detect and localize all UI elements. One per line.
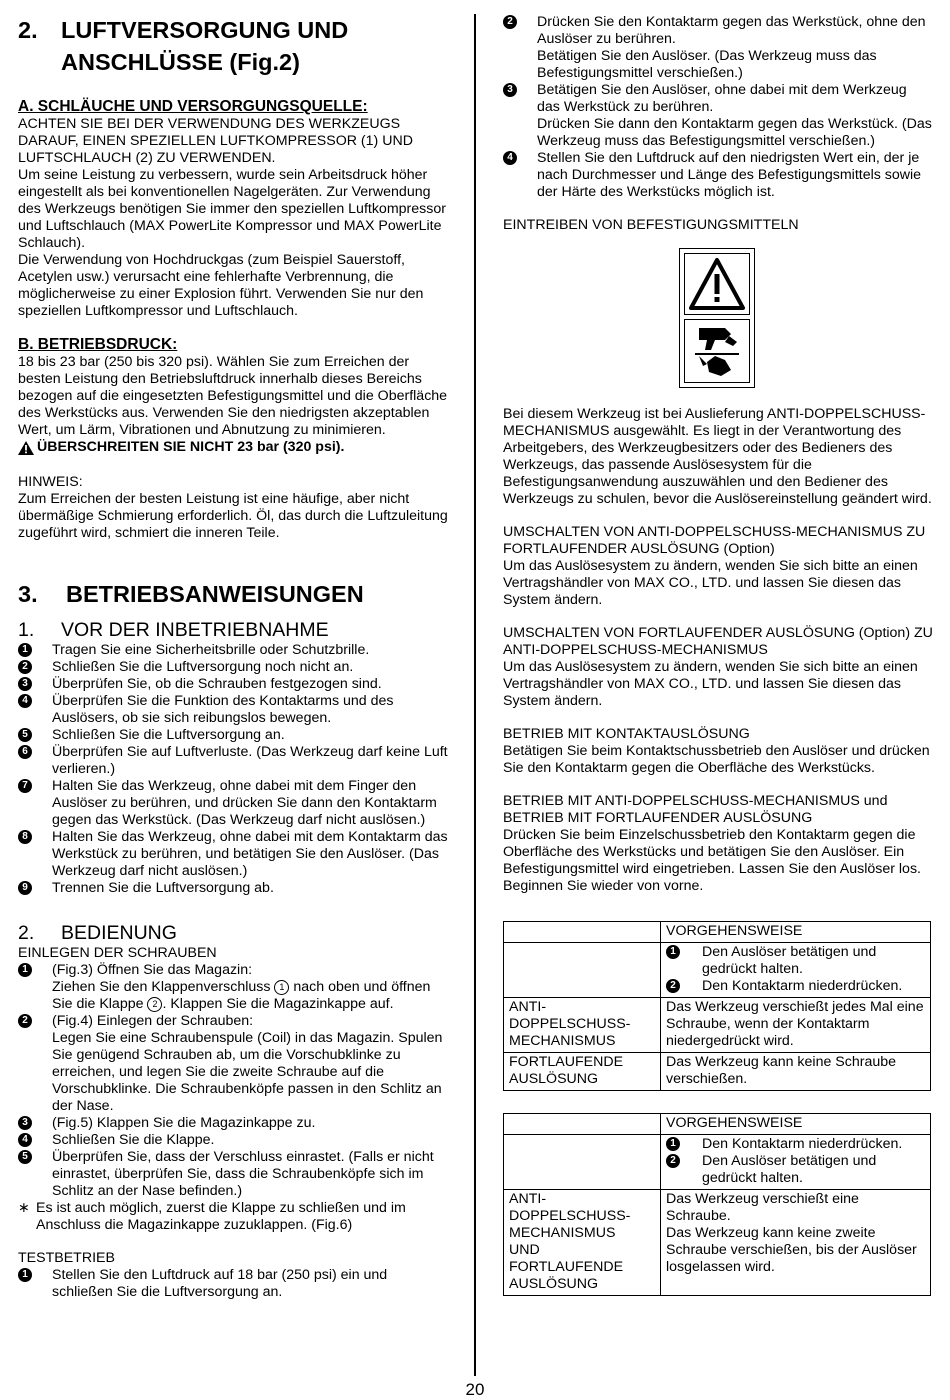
test-run-steps [18,1267,450,1301]
before-use-steps [18,642,450,897]
step-text: Den Auslöser betätigen und gedrückt halten. [702,944,877,977]
nailer-tool-icon [684,319,750,383]
list-item [18,962,450,1013]
list-item [503,150,933,201]
step-text: Überprüfen Sie, ob die Schrauben festgezogen sind. [52,676,382,692]
step-number-badge: 3 [18,1116,32,1130]
test-run-steps-continued [503,14,933,201]
step-text: Trennen Sie die Luftversorgung ab. [52,880,274,896]
step-number-badge: 4 [18,1133,32,1147]
step-number-badge: 6 [18,745,32,759]
step-number-badge: 3 [18,677,32,691]
test-run-title: TESTBETRIEB [18,1250,115,1266]
paragraph-a3: Die Verwendung von Hochdruckgas (zum Beispiel Sauerstoff, Acetylen usw.) verursacht eine fehlerhafte Verbrennung, die möglicherweise zu einer Explosion führt. Verwenden Sie nur den speziellen Luftkompressor und Luftschlauch. [18,252,424,319]
step-text: Tragen Sie eine Sicherheitsbrille oder Schutzbrille. [52,642,370,658]
switch1-title: UMSCHALTEN VON ANTI-DOPPELSCHUSS-MECHANISMUS ZU FORTLAUFENDER AUSLÖSUNG (Option) [503,524,926,557]
list-item [18,1149,450,1200]
step-number-badge: 5 [18,728,32,742]
step-number-badge: 2 [666,979,680,993]
note-label: HINWEIS: [18,474,83,490]
subsection-3-2-heading [18,921,450,945]
step-text: Halten Sie das Werkzeug, ohne dabei mit dem Kontaktarm das Werkstück zu berühren, und betätigen Sie den Auslöser. (Das Werkzeug darf nicht auslösen.) [52,829,448,879]
step-text: Schließen Sie die Luftversorgung noch nicht an. [52,659,354,675]
note-text: Zum Erreichen der besten Leistung ist eine häufige, aber nicht übermäßige Schmierung erforderlich. Öl, das durch die Luftzuleitung zugeführt wird, schmiert die inneren Teile. [18,491,448,541]
step-text: Den Kontaktarm niederdrücken. [702,978,903,994]
callout-marker: 1 [274,980,289,995]
table-cell [504,943,661,998]
switch2-title: UMSCHALTEN VON FORTLAUFENDER AUSLÖSUNG (Option) ZU ANTI-DOPPELSCHUSS-MECHANISMUS [503,625,933,658]
step-text: Den Auslöser betätigen und gedrückt halten. [702,1153,877,1186]
list-item [18,1013,450,1115]
driving-title: EINTREIBEN VON BEFESTIGUNGSMITTELN [503,217,799,233]
table-cell [504,1114,661,1135]
section-number: 2. [18,17,38,43]
table-row [504,998,931,1053]
warning-icon [684,253,750,315]
callout-marker: 2 [147,997,162,1012]
table-cell: Das Werkzeug kann keine Schraube verschießen. [661,1053,931,1091]
step-number-badge: 5 [18,1150,32,1164]
switch1-text: Um das Auslösesystem zu ändern, wenden Sie sich bitte an einen Vertragshändler von MAX CO., LTD. und lassen Sie diesen das System ändern. [503,558,918,608]
step-number-badge: 3 [503,83,517,97]
step-text: Den Kontaktarm niederdrücken. [702,1136,903,1152]
list-item [18,693,450,727]
loading-title: EINLEGEN DER SCHRAUBEN [18,945,217,961]
paragraph-a1: ACHTEN SIE BEI DER VERWENDUNG DES WERKZEUGS DARAUF, EINEN SPEZIELLEN LUFTKOMPRESSOR (1) UND LUFTSCHLAUCH (2) ZU VERWENDEN. [18,116,413,166]
table-cell [661,943,931,998]
table-header: VORGEHENSWEISE [661,1114,931,1135]
list-item [18,1200,450,1234]
step-text: Ziehen Sie den Klappenverschluss [52,979,271,995]
step-text: nach oben und öffnen Sie die Klappe [52,979,431,1012]
list-item [18,1267,450,1301]
section-title: BETRIEBSANWEISUNGEN [66,581,364,607]
table-cell [504,1135,661,1190]
section-3-heading [18,578,450,610]
subsection-a-title: A. SCHLÄUCHE UND VERSORGUNGSQUELLE: [18,98,368,115]
warning-text: ÜBERSCHREITEN SIE NICHT 23 bar (320 psi). [37,439,345,455]
paragraph-a2: Um seine Leistung zu verbessern, wurde sein Arbeitsdruck höher eingestellt als bei konventionellen Nagelgeräten. Zur Verwendung des Werkzeugs benötigen Sie immer den speziellen Luftkompressor und Luftschlauch (MAX PowerLite Kompressor und MAX PowerLite Schlauch). [18,167,446,251]
list-item [18,778,450,829]
step-number-badge: 4 [503,151,517,165]
table-row-label: ANTI- DOPPELSCHUSS- MECHANISMUS UND FORTLAUFENDE AUSLÖSUNG [504,1190,661,1296]
switch2-text: Um das Auslösesystem zu ändern, wenden Sie sich bitte an einen Vertragshändler von MAX CO., LTD. und lassen Sie diesen das System ändern. [503,659,918,709]
step-number-badge: 8 [18,830,32,844]
list-item [18,744,450,778]
step-text: Drücken Sie den Kontaktarm gegen das Werkstück, ohne den Auslöser zu berühren. Betätigen Sie den Auslöser. (Das Werkzeug muss das Befestigungsmittel verschießen.) [537,14,926,81]
step-text: Stellen Sie den Luftdruck auf den niedrigsten Wert ein, der je nach Durchmesser und Länge des Befestigungsmittels sowie der Härte des Werkstücks möglich ist. [537,150,922,200]
list-item [18,642,450,659]
contact-trip-title: BETRIEB MIT KONTAKTAUSLÖSUNG [503,726,750,742]
subsection-number: 1. [18,619,35,641]
section-number: 3. [18,581,38,607]
procedure-table-2 [503,1113,931,1296]
section-title-line-1: LUFTVERSORGUNG UND [61,17,349,43]
table-cell [661,1135,931,1190]
subsection-title: BEDIENUNG [61,922,177,944]
step-text: (Fig.5) Klappen Sie die Magazinkappe zu. [52,1115,316,1131]
page-number: 20 [465,1380,485,1399]
step-number-badge: 2 [18,660,32,674]
left-column [18,14,450,1301]
column-divider [474,14,476,1376]
step-number-badge: 4 [18,694,32,708]
delivery-paragraph: Bei diesem Werkzeug ist bei Auslieferung ANTI-DOPPELSCHUSS-MECHANISMUS ausgewählt. Es liegt in der Verantwortung des Arbeitgebers, des Werkzeugbesitzers oder des Bedieners des Werkzeugs, das passende Auslösesystem für die Befestigungsanwendung auszuwählen und den Bediener des Werkzeugs zu schulen, bevor die Auslösereinstellung geändert wird. [503,406,932,507]
section-title-line-2: ANSCHLÜSSE (Fig.2) [61,49,300,75]
step-text: Halten Sie das Werkzeug, ohne dabei mit dem Finger den Auslöser zu berühren, und drücken Sie dann den Kontaktarm gegen das Werkstück. (Das Werkzeug darf nicht auslösen.) [52,778,437,828]
step-number-badge: 1 [666,945,680,959]
step-number-badge: 1 [18,963,32,977]
subsection-b-title: B. BETRIEBSDRUCK: [18,336,178,353]
table-row [504,1190,931,1296]
list-item [18,1115,450,1132]
table-row [504,943,931,998]
step-text: Schließen Sie die Luftversorgung an. [52,727,285,743]
list-item [503,14,933,82]
step-number-badge: 9 [18,881,32,895]
table-row [504,1114,931,1135]
step-number-badge: 1 [18,1268,32,1282]
table-row [504,1053,931,1091]
step-text: Überprüfen Sie, dass der Verschluss einrastet. (Falls er nicht einrastet, überprüfen Sie, dass die Schraubenköpfe sich im Schlitz an der Nase befinden.) [52,1149,434,1199]
step-text: Betätigen Sie den Auslöser, ohne dabei mit dem Werkzeug das Werkstück zu berühren. Drücken Sie dann den Kontaktarm gegen das Werkstück. (Das Werkzeug muss das Befestigungsmittel verschießen.) [537,82,932,149]
procedure-table-1 [503,921,931,1091]
step-text: (Fig.4) Einlegen der Schrauben: [52,1013,254,1029]
step-text: Schließen Sie die Klappe. [52,1132,215,1148]
step-text: Legen Sie eine Schraubenspule (Coil) in das Magazin. Spulen Sie genügend Schrauben ab, um die Vorschubklinke zu erreichen, und legen Sie die zweite Schraube auf die Vorschubklinke. Die Schraubenköpfe passen in den Schlitz an der Nase. [52,1030,443,1114]
table-row-label: ANTI- DOPPELSCHUSS- MECHANISMUS [504,998,661,1053]
step-number-badge: 1 [666,1137,680,1151]
warning-triangle-icon [18,441,34,455]
safety-pictogram [679,248,755,388]
table-row [504,1135,931,1190]
table-cell [504,922,661,943]
step-number-badge: 2 [666,1154,680,1168]
paragraph-b1: 18 bis 23 bar (250 bis 320 psi). Wählen Sie zum Erreichen der besten Leistung den Betriebsluftdruck innerhalb dieses Bereichs bezogen auf die eingesetzten Befestigungsmittel und die Oberfläche des Werkstücks aus. Verwenden Sie den niedrigsten akzeptablen Wert, um Lärm, Vibrationen und Abnutzung zu minimieren. [18,354,448,438]
step-number-badge: 2 [503,15,517,29]
loading-steps [18,962,450,1234]
step-number-badge: 7 [18,779,32,793]
anti-double-text: Drücken Sie beim Einzelschussbetrieb den Kontaktarm gegen die Oberfläche des Werkstücks und betätigen Sie den Auslöser. Ein Befestigungsmittel wird eingetrieben. Lassen Sie den Auslöser los. Beginnen Sie wieder von vorne. [503,827,921,894]
step-number-badge: 1 [18,643,32,657]
list-item [18,676,450,693]
list-item [503,82,933,150]
list-item [18,829,450,880]
table-row-label: FORTLAUFENDE AUSLÖSUNG [504,1053,661,1091]
contact-trip-text: Betätigen Sie beim Kontaktschussbetrieb den Auslöser und drücken Sie den Kontaktarm gegen die Oberfläche des Werkstücks. [503,743,930,776]
step-text: Überprüfen Sie die Funktion des Kontaktarms und des Auslösers, ob sie sich reibungslos bewegen. [52,693,394,726]
list-item [18,880,450,897]
subsection-number: 2. [18,922,35,944]
subsection-title: VOR DER INBETRIEBNAHME [61,619,329,641]
step-text: (Fig.3) Öffnen Sie das Magazin: [52,962,253,978]
subsection-3-1-heading [18,618,450,642]
step-text: . Klappen Sie die Magazinkappe auf. [162,996,394,1012]
note-marker: ∗ [18,1200,30,1216]
table-cell: Das Werkzeug verschießt jedes Mal eine Schraube, wenn der Kontaktarm niedergedrückt wird. [661,998,931,1053]
step-text: Es ist auch möglich, zuerst die Klappe zu schließen und im Anschluss die Magazinkappe zuzuklappen. (Fig.6) [36,1200,406,1233]
list-item [18,1132,450,1149]
pressure-warning [18,439,450,456]
step-number-badge: 2 [18,1014,32,1028]
step-text: Stellen Sie den Luftdruck auf 18 bar (250 psi) ein und schließen Sie die Luftversorgung an. [52,1267,388,1300]
list-item [18,659,450,676]
anti-double-title: BETRIEB MIT ANTI-DOPPELSCHUSS-MECHANISMUS und BETRIEB MIT FORTLAUFENDER AUSLÖSUNG [503,793,888,826]
list-item [18,727,450,744]
table-row [504,922,931,943]
table-cell: Das Werkzeug verschießt eine Schraube. Das Werkzeug kann keine zweite Schraube verschießen, bis der Auslöser losgelassen wird. [661,1190,931,1296]
section-2-heading [18,14,450,78]
step-text: Überprüfen Sie auf Luftverluste. (Das Werkzeug darf keine Luft verlieren.) [52,744,448,777]
right-column [503,14,933,1296]
table-header: VORGEHENSWEISE [661,922,931,943]
